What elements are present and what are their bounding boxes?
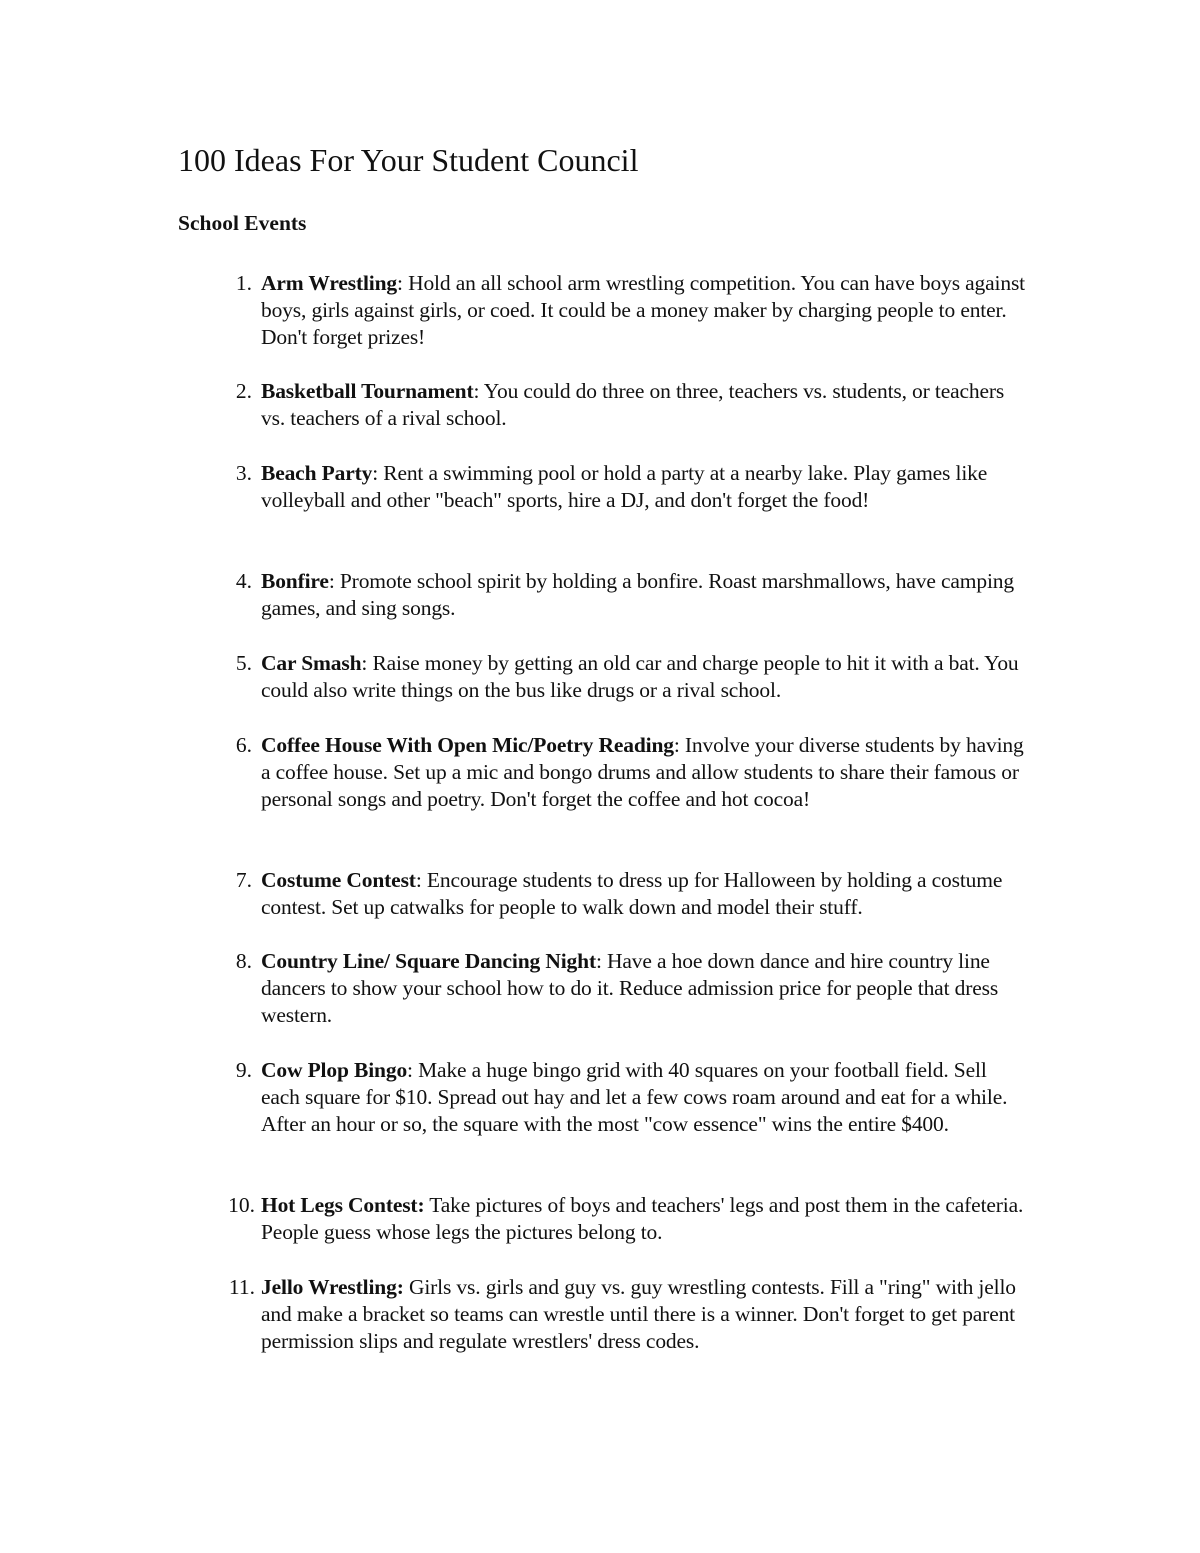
idea-number: 7. [235,868,252,892]
idea-title: Arm Wrestling [261,271,398,295]
idea-title: Bonfire [261,569,329,593]
idea-body [261,867,1029,921]
idea-number: 10. [228,1193,255,1217]
idea-number: 3. [235,461,252,485]
idea-title: Coffee House With Open Mic/Poetry Reading [261,733,674,757]
idea-title: Country Line/ Square Dancing Night [261,949,596,973]
idea-text: : Hold an all school arm wrestling competition. You can have boys against boys, girls against girls, or coed. It could be a money maker by charging people to enter. Don't forget prizes! [261,271,1025,349]
idea-body [261,1192,1029,1246]
idea-body [261,460,1029,514]
idea-title: Car Smash [261,651,362,675]
idea-body [261,732,1029,813]
idea-body [261,1274,1029,1355]
idea-text: : Raise money by getting an old car and charge people to hit it with a bat. You could also write things on the bus like drugs or a rival school. [261,651,1019,702]
document-title: 100 Ideas For Your Student Council [178,142,639,178]
idea-title: Basketball Tournament [261,379,474,403]
idea-text: : Rent a swimming pool or hold a party at a nearby lake. Play games like volleyball and other "beach" sports, hire a DJ, and don't forget the food! [261,461,988,512]
idea-number: 9. [235,1058,252,1082]
idea-number: 1. [235,271,252,295]
idea-number: 5. [235,651,252,675]
idea-body [261,568,1029,622]
section-heading-school-events: School Events [178,211,307,235]
idea-text: : You could do three on three, teachers vs. students, or teachers vs. teachers of a rival school. [261,379,1005,430]
idea-text: : Make a huge bingo grid with 40 squares on your football field. Sell each square for $10. Spread out hay and let a few cows roam around and eat for a while. After an hour or so, the square with the most "cow essence" wins the entire $400. [261,1058,1008,1136]
idea-body [261,270,1029,351]
idea-title: Beach Party [261,461,373,485]
idea-number: 6. [235,733,252,757]
idea-body [261,948,1029,1029]
idea-number: 11. [228,1275,255,1299]
idea-body [261,1057,1029,1138]
idea-text: Girls vs. girls and guy vs. guy wrestling contests. Fill a "ring" with jello and make a bracket so teams can wrestle until there is a winner. Don't forget to get parent permission slips and regulate wrestlers' dress codes. [261,1275,1016,1353]
idea-title: Hot Legs Contest: [261,1193,425,1217]
idea-title: Costume Contest [261,868,416,892]
idea-title: Jello Wrestling: [261,1275,404,1299]
idea-number: 8. [235,949,252,973]
idea-text: : Encourage students to dress up for Halloween by holding a costume contest. Set up catwalks for people to walk down and model their stuff. [261,868,1003,919]
idea-number: 4. [235,569,252,593]
idea-body [261,378,1029,432]
idea-text: : Involve your diverse students by having a coffee house. Set up a mic and bongo drums and allow students to share their famous or personal songs and poetry. Don't forget the coffee and hot cocoa! [261,733,1024,811]
idea-text: : Have a hoe down dance and hire country line dancers to show your school how to do it. Reduce admission price for people that dress western. [261,949,999,1027]
idea-text: : Promote school spirit by holding a bonfire. Roast marshmallows, have camping games, and sing songs. [261,569,1014,620]
idea-body [261,650,1029,704]
idea-number: 2. [235,379,252,403]
idea-text: Take pictures of boys and teachers' legs and post them in the cafeteria. People guess whose legs the pictures belong to. [261,1193,1024,1244]
idea-title: Cow Plop Bingo [261,1058,408,1082]
